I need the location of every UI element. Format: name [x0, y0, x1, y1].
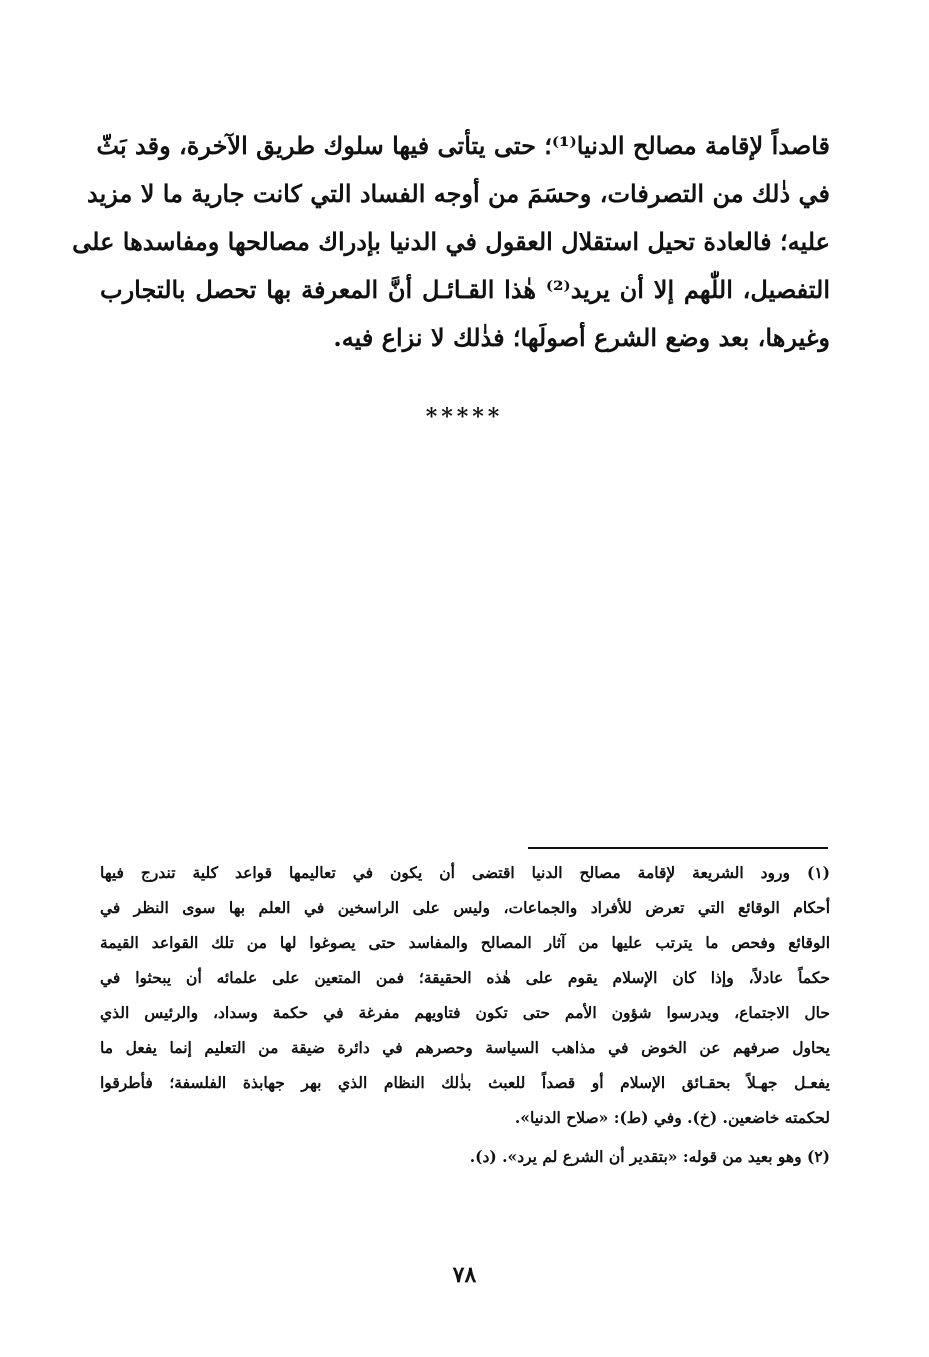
footnote-1-line: لحكمته خاضعين. (خ). وفي (ط): «صلاح الدنيا». [514, 1108, 830, 1127]
main-text-line: عليه؛ فالعادة تحيل استقلال العقول في الدنيا بإدراك مصالحها ومفاسدها على [72, 227, 830, 256]
footnote-1-line: أحكام الوقائع التي تعرض للأفراد والجماعات، وليس على الراسخين في العلم بها سوى النظر في [100, 898, 830, 917]
main-text-line: التفصيل، اللّٰهم إلا أن يريد⁽²⁾ هٰذا القـائـل أنَّ المعرفة بها تحصل بالتجارب [100, 275, 831, 304]
main-text-line: وغيرها، بعد وضع الشرع أصولَها؛ فذٰلك لا نزاع فيه. [333, 323, 830, 352]
footnote-1-line: يحاول صرفهم عن الخوض في مذاهب السياسة وحصرهم في دائرة ضيقة من التعليم إنما يفعل ما [100, 1038, 830, 1057]
footnote-1-line: حال الاجتماع، ويدرسوا شؤون الأمم حتى تكون فتاويهم مفرغة في حكمة وسداد، والرئيس الذي [100, 1003, 830, 1022]
footnote-1-line: الوقائع وفحص ما يترتب عليها من آثار المصالح والمفاسد حتى يصوغوا لها من تلك القواعد القيمة [100, 933, 830, 952]
footnote-1-line: حكماً عادلاً، وإذا كان الإسلام يقوم على هٰذه الحقيقة؛ فمن المتعين على علمائه أن يبحثوا في [100, 968, 830, 987]
main-text-line: قاصداً لإقامة مصالح الدنيا⁽¹⁾؛ حتى يتأتى فيها سلوك طريق الآخرة، وقد بَثّ [96, 131, 830, 160]
footnotes-block [100, 855, 830, 1174]
footnote-2: (٢) وهو بعيد من قوله: «بتقدير أن الشرع لم يرد». (د). [469, 1147, 830, 1166]
footnote-1-line: (١) ورود الشريعة لإقامة مصالح الدنيا اقتضى أن يكون في تعاليمها قواعد كلية تندرج فيها [100, 863, 830, 882]
page-number: ٧٨ [452, 1262, 477, 1288]
footnote-divider [528, 847, 828, 849]
main-text-block [72, 122, 831, 362]
section-separator-stars: ***** [425, 404, 504, 430]
main-text-line: في ذٰلك من التصرفات، وحسَمَ من أوجه الفساد التي كانت جارية ما لا مزيد [86, 179, 830, 208]
footnote-1-line: يفعـل جهـلاً بحقـائق الإسلام أو قصداً للعبث بذٰلك النظام الذي بهر جهابذة الفلسفة؛ فأطرقوا [100, 1073, 830, 1092]
